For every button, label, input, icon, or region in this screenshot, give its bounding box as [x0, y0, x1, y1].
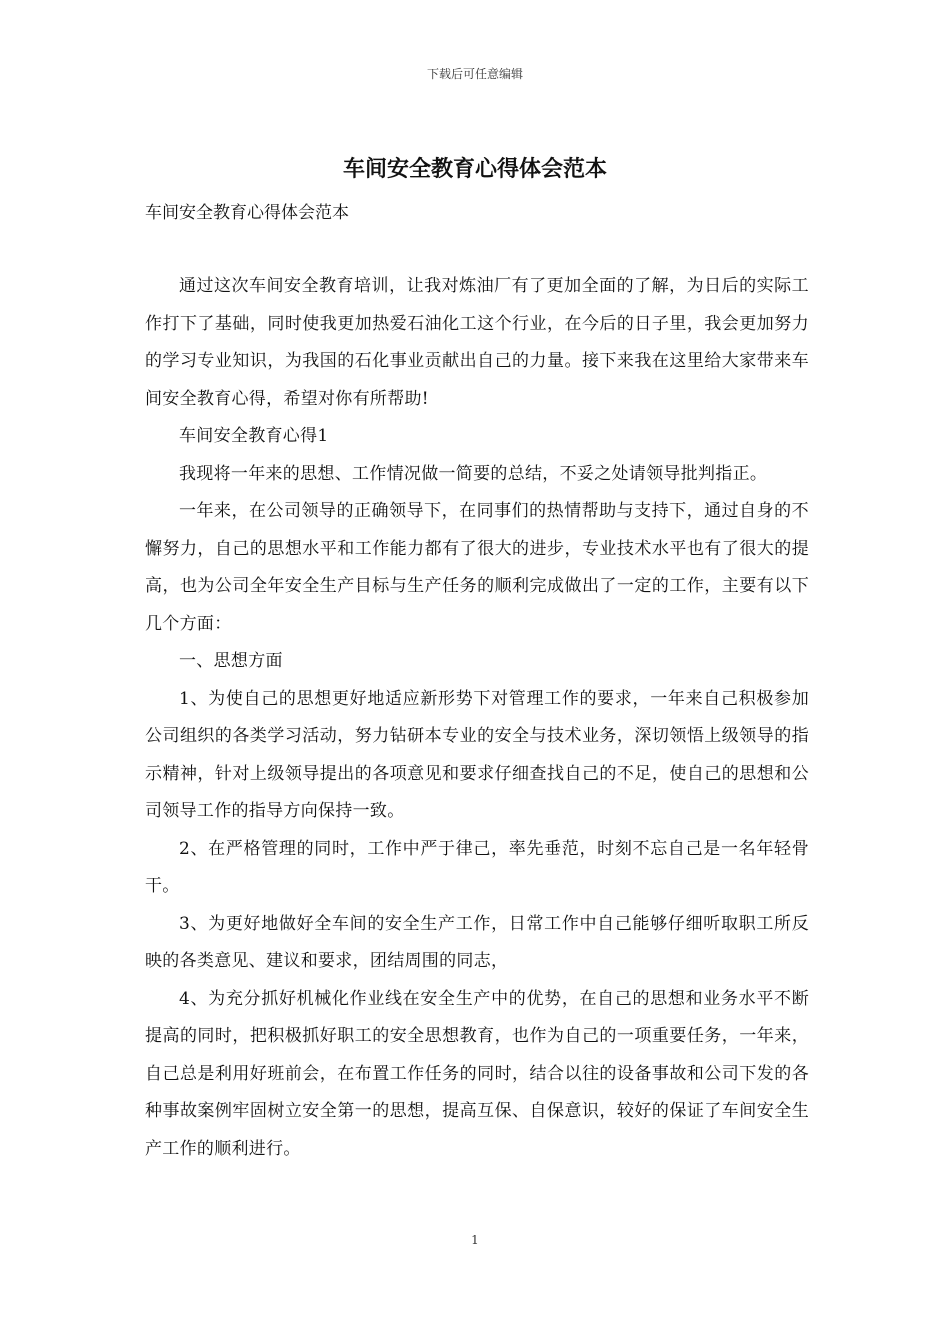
section-heading-thoughts: 一、思想方面	[179, 651, 283, 671]
document-body	[145, 268, 809, 1168]
paragraph-intro: 通过这次车间安全教育培训，让我对炼油厂有了更加全面的了解，为日后的实际工作打下了基础，同时使我更加热爱石油化工这个行业，在今后的日子里，我会更加努力的学习专业知识，为我国的石化事业贡献出自己的力量。接下来我在这里给大家带来车间安全教育心得，希望对你有所帮助!	[145, 276, 809, 409]
paragraph-year-overview: 一年来，在公司领导的正确领导下，在同事们的热情帮助与支持下，通过自身的不懈努力，自己的思想水平和工作能力都有了很大的进步，专业技术水平也有了很大的提高，也为公司全年安全生产目标与生产任务的顺利完成做出了一定的工作，主要有以下几个方面：	[145, 501, 809, 634]
list-item-3: 3、为更好地做好全车间的安全生产工作，日常工作中自己能够仔细听取职工所反映的各类意见、建议和要求，团结周围的同志，	[145, 913, 809, 971]
paragraph-summary-intro: 我现将一年来的思想、工作情况做一简要的总结，不妥之处请领导批判指正。	[179, 463, 768, 484]
list-item-2: 2、在严格管理的同时，工作中严于律己，率先垂范，时刻不忘自己是一名年轻骨干。	[145, 838, 809, 896]
document-title: 车间安全教育心得体会范本	[342, 156, 607, 182]
page-number: 1	[471, 1233, 479, 1247]
document-subtitle: 车间安全教育心得体会范本	[145, 203, 349, 223]
section-heading-experience-1: 车间安全教育心得1	[179, 426, 329, 446]
list-item-4: 4、为充分抓好机械化作业线在安全生产中的优势，在自己的思想和业务水平不断提高的同时，把积极抓好职工的安全思想教育，也作为自己的一项重要任务，一年来，自己总是利用好班前会，在布置工作任务的同时，结合以往的设备事故和公司下发的各种事故案例牢固树立安全第一的思想，提高互保、自保意识，较好的保证了车间安全生产工作的顺利进行。	[145, 988, 809, 1159]
list-item-1: 1、为使自己的思想更好地适应新形势下对管理工作的要求，一年来自己积极参加公司组织的各类学习活动，努力钻研本专业的安全与技术业务，深切领悟上级领导的指示精神，针对上级领导提出的各项意见和要求仔细查找自己的不足，使自己的思想和公司领导工作的指导方向保持一致。	[145, 688, 809, 821]
page-header: 下载后可任意编辑	[426, 67, 523, 81]
